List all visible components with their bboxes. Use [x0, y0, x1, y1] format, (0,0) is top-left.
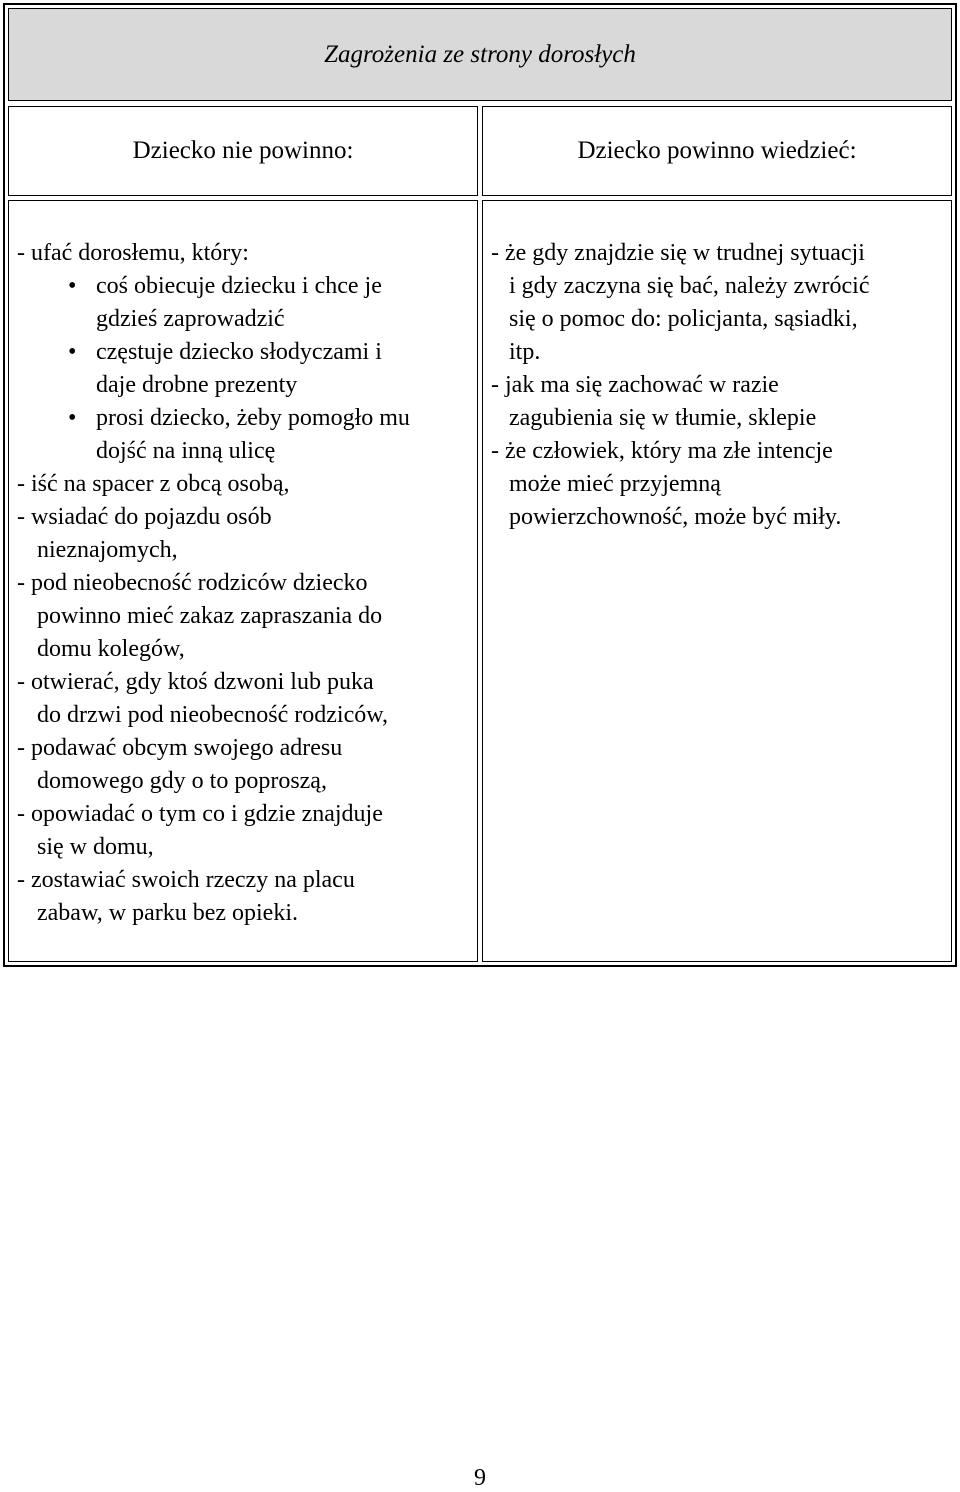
list-item: - zostawiać swoich rzeczy na placu zabaw, w parku bez opieki.: [17, 867, 355, 926]
list-item: - iść na spacer z obcą osobą,: [17, 471, 290, 497]
list-item: - otwierać, gdy ktoś dzwoni lub puka do drzwi pod nieobecność rodziców,: [17, 669, 388, 728]
left-column-header: Dziecko nie powinno:: [8, 106, 478, 196]
list-item: - że gdy znajdzie się w trudnej sytuacji i gdy zaczyna się bać, należy zwrócić się o pomoc do: policjanta, sąsiadki, itp.: [491, 240, 870, 365]
list-item: - że człowiek, który ma złe intencje może mieć przyjemną powierzchowność, może być miły.: [491, 438, 842, 530]
list-item: - podawać obcym swojego adresu domowego gdy o to poproszą,: [17, 735, 343, 794]
right-column-header: Dziecko powinno wiedzieć:: [482, 106, 952, 196]
list-item: - wsiadać do pojazdu osób nieznajomych,: [17, 504, 272, 563]
bullet-icon: •: [68, 405, 77, 431]
bullet-line: gdzieś zaprowadzić: [96, 306, 285, 332]
bullet-line: daje drobne prezenty: [96, 372, 298, 398]
bullet-line: coś obiecuje dziecku i chce je: [96, 273, 382, 299]
left-list: [17, 237, 472, 930]
bullet-line: częstuje dziecko słodyczami i: [96, 339, 382, 365]
left-intro: - ufać dorosłemu, który:: [17, 240, 249, 266]
content-table: [3, 3, 957, 967]
bullet-item: [17, 402, 472, 468]
bullet-icon: •: [68, 339, 77, 365]
table-title: Zagrożenia ze strony dorosłych: [8, 8, 952, 101]
bullet-item: [17, 336, 472, 402]
list-item: - opowiadać o tym co i gdzie znajduje się w domu,: [17, 801, 383, 860]
list-item: - pod nieobecność rodziców dziecko powinno mieć zakaz zapraszania do domu kolegów,: [17, 570, 383, 662]
right-list: [491, 237, 946, 534]
right-column-body: [482, 200, 952, 962]
bullet-icon: •: [68, 273, 77, 299]
left-column-body: [8, 200, 478, 962]
bullet-line: dojść na inną ulicę: [96, 438, 276, 464]
list-item: - jak ma się zachować w razie zagubienia się w tłumie, sklepie: [491, 372, 817, 431]
bullet-item: [17, 270, 472, 336]
bullet-line: prosi dziecko, żeby pomogło mu: [96, 405, 410, 431]
page-number: 9: [474, 1465, 486, 1491]
